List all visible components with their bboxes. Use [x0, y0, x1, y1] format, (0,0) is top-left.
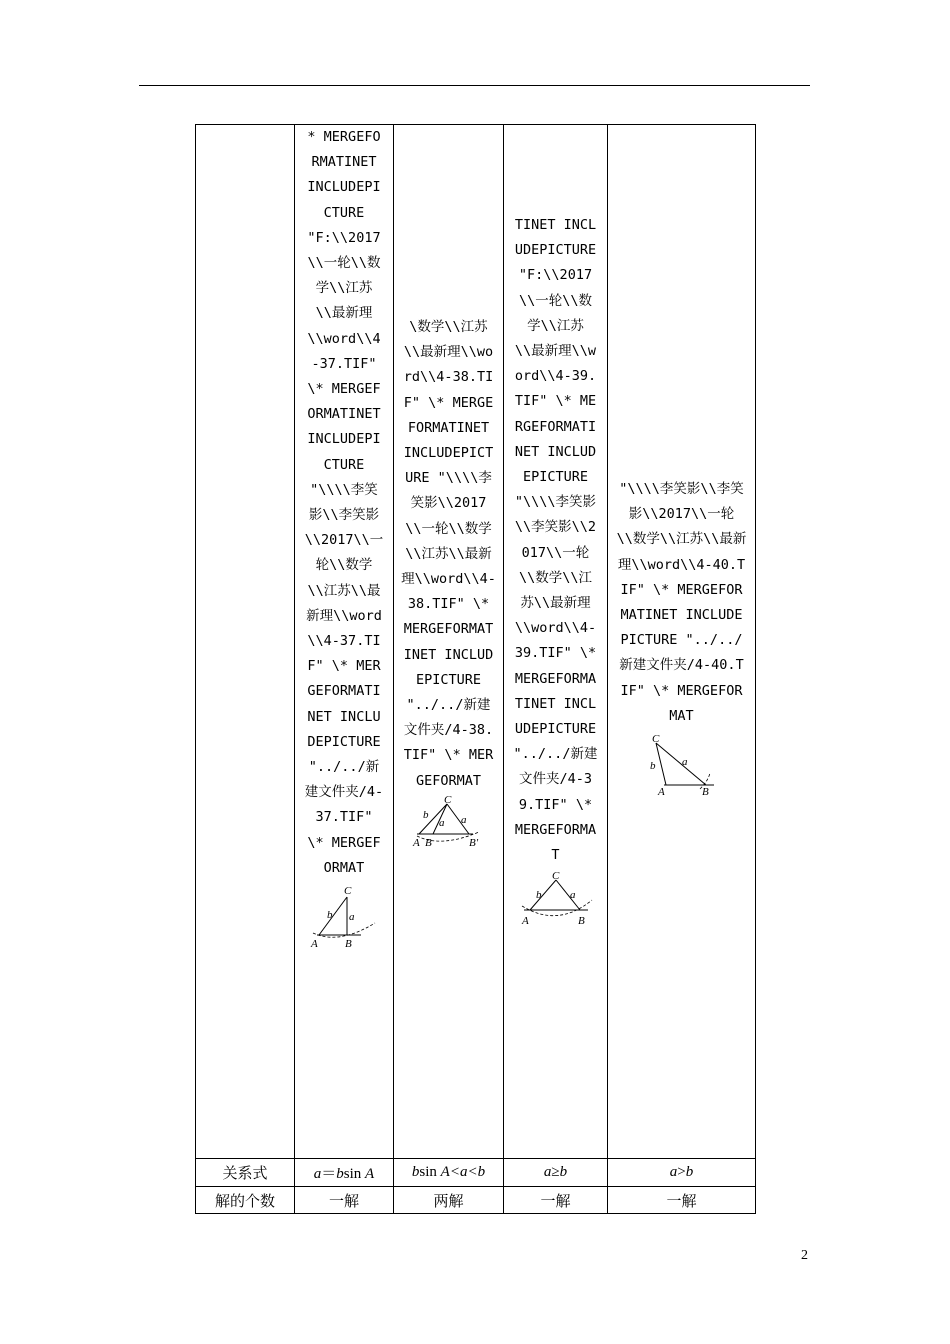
field-code-text: \数学\\江苏\\最新理\\word\\4-38.TIF" \* MERGEFORMATINET INCLUDEPICTURE "\\\\李笑影\\2017\\一轮\\数学\\江苏\\最新理\\word\\4-38.TIF" \* MERGEFORMATINET INCLUDEPICTURE "../../新建文件夹/4-38.TIF" \* MERGEFORMAT — [401, 319, 496, 789]
relation-row-header: 关系式 — [196, 1159, 295, 1187]
count-cell: 一解 — [295, 1187, 394, 1214]
svg-text:a: a — [438, 816, 444, 829]
svg-text:a: a — [681, 756, 687, 769]
svg-text:C: C — [443, 795, 451, 806]
svg-text:A: A — [657, 786, 665, 798]
svg-text:A: A — [311, 938, 318, 950]
figure-cell-a-gt-b — [608, 125, 756, 1159]
count-row — [196, 1187, 756, 1214]
figure-row-header — [196, 125, 295, 1159]
triangle-figure-two-solutions — [411, 796, 487, 854]
svg-text:a: a — [569, 889, 575, 902]
svg-text:b: b — [649, 760, 655, 773]
figure-row — [196, 125, 756, 1159]
count-cell: 一解 — [608, 1187, 756, 1214]
solution-table — [195, 124, 756, 1214]
svg-text:b: b — [422, 808, 428, 821]
svg-text:b: b — [327, 909, 333, 922]
svg-text:A: A — [412, 836, 420, 849]
svg-text:a: a — [349, 911, 355, 924]
relation-cell: a>b — [608, 1159, 756, 1187]
count-row-header: 解的个数 — [196, 1187, 295, 1214]
svg-text:B: B — [424, 836, 432, 849]
field-code-text: TINET INCLUDEPICTURE "F:\\2017\\一轮\\数学\\江苏\\最新理\\word\\4-39.TIF" \* MERGEFORMATINET INCLUDEPICTURE "\\\\李笑影\\李笑影\\2017\\一轮\\数学\\江苏\\最新理\\word\\4-39.TIF" \* MERGEFORMATINET INCLUDEPICTURE "../../新建文件夹/4-39.TIF" \* MERGEFORMAT — [513, 217, 598, 864]
figure-cell-two-solutions — [394, 125, 504, 1159]
figure-cell-right-triangle — [295, 125, 394, 1159]
header-rule — [139, 85, 810, 86]
svg-text:C: C — [651, 733, 659, 746]
triangle-figure-a-gt-b — [644, 731, 720, 797]
field-code-text: * MERGEFORMATINET INCLUDEPICTURE "F:\\2017\\一轮\\数学\\江苏\\最新理\\word\\4-37.TIF" \* MERGEFORMATINET INCLUDEPICTURE "\\\\李笑影\\李笑影\\2017\\一轮\\数学\\江苏\\最新理\\word\\4-37.TIF" \* MERGEFORMATINET INCLUDEPICTURE "../../新建文件夹/4-37.TIF" \* MERGEFORMAT — [304, 129, 384, 876]
triangle-figure-a-ge-b — [518, 870, 594, 932]
relation-cell: a＝bsin A — [295, 1159, 394, 1187]
relation-cell: a≥b — [504, 1159, 608, 1187]
page-number: 2 — [801, 1248, 808, 1263]
svg-text:a: a — [460, 813, 466, 826]
svg-text:A: A — [521, 915, 529, 928]
svg-text:C: C — [344, 885, 352, 898]
svg-text:B: B — [701, 786, 709, 798]
figure-cell-a-ge-b — [504, 125, 608, 1159]
svg-text:C: C — [551, 870, 559, 883]
relation-row — [196, 1159, 756, 1187]
field-code-text: "\\\\李笑影\\李笑影\\2017\\一轮\\数学\\江苏\\最新理\\word\\4-40.TIF" \* MERGEFORMATINET INCLUDEPICTURE "../../新建文件夹/4-40.TIF" \* MERGEFORMAT — [616, 481, 747, 724]
svg-text:b: b — [535, 889, 541, 902]
relation-cell: bsin A<a<b — [394, 1159, 504, 1187]
count-cell: 两解 — [394, 1187, 504, 1214]
svg-text:B: B — [345, 938, 352, 950]
triangle-figure-right — [309, 883, 379, 949]
svg-text:B': B' — [468, 836, 478, 849]
svg-text:B: B — [577, 915, 585, 928]
count-cell: 一解 — [504, 1187, 608, 1214]
